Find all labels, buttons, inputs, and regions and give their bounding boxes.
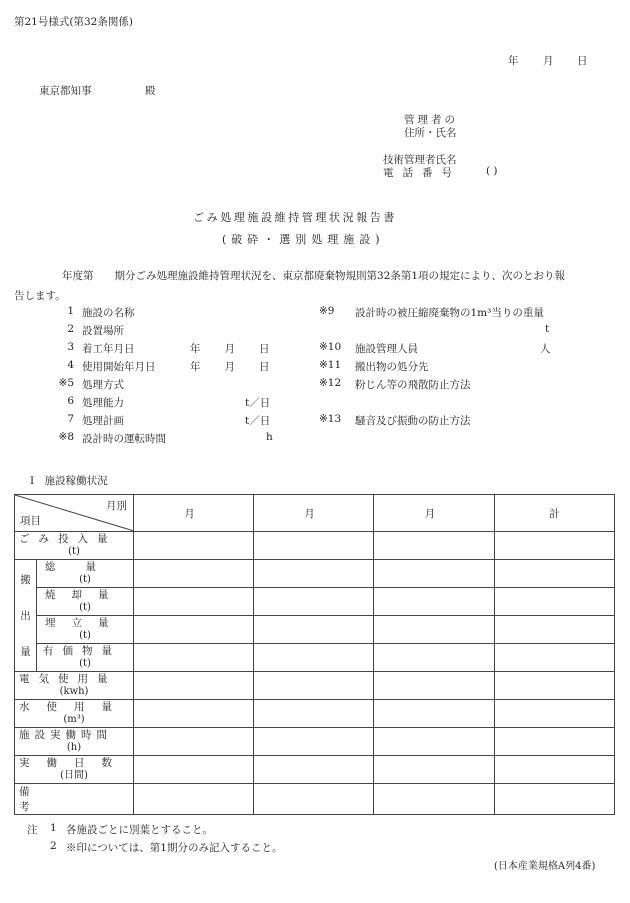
row-unit: (kwh) [59, 686, 89, 697]
data-cell[interactable] [134, 644, 254, 672]
note-text: 各施設ごとに別葉とすること。 [66, 824, 213, 836]
data-cell[interactable] [254, 672, 374, 700]
row-denki-label [15, 672, 134, 700]
data-cell[interactable] [374, 616, 495, 644]
intro-line2: 告します。 [14, 290, 66, 302]
row-unit: (t) [79, 574, 91, 585]
data-cell[interactable] [495, 560, 615, 588]
data-cell[interactable] [495, 784, 615, 815]
data-cell[interactable] [374, 700, 495, 728]
left-item-unit: h [266, 431, 273, 443]
left-item-mark: 7 [67, 413, 74, 425]
right-item-mark: ※12 [319, 377, 342, 389]
date-day: 日 [577, 55, 588, 67]
intro-line1: 年度第 期分ごみ処理施設維持管理状況を、東京都廃棄物規則第32条第1項の規定により、次のとおり報 [62, 270, 566, 282]
data-cell[interactable] [134, 560, 254, 588]
note-num: 1 [50, 822, 57, 834]
month-col-header: 月 [374, 495, 495, 532]
phone-label: 電話番号 [383, 167, 461, 179]
right-item-mark: ※11 [319, 359, 342, 371]
data-cell[interactable] [374, 532, 495, 560]
right-item-label: 設計時の被圧縮廃棄物の1m³当りの重量 [355, 307, 544, 319]
addressee-honorific: 殿 [145, 85, 156, 97]
manager-line2: 住所・氏名 [404, 127, 457, 139]
operation-status-table [14, 494, 615, 815]
data-cell[interactable] [495, 672, 615, 700]
data-cell[interactable] [134, 672, 254, 700]
data-cell[interactable] [254, 728, 374, 756]
total-col-header: 計 [495, 495, 615, 532]
footer-standard: (日本産業規格A列4番) [494, 861, 596, 872]
data-cell[interactable] [254, 616, 374, 644]
row-shoukyaku-label [37, 588, 134, 616]
left-item-mark: 3 [67, 341, 74, 353]
corner-bottom-label: 項目 [20, 515, 41, 527]
left-item-mark: ※5 [58, 377, 74, 389]
corner-cell [15, 495, 134, 532]
row-unit: (t) [68, 546, 80, 557]
data-cell[interactable] [374, 756, 495, 784]
row-unit: (t) [79, 630, 91, 641]
left-item-label: 処理方式 [82, 379, 124, 391]
row-unit: (t) [79, 602, 91, 613]
left-item-mark: 6 [67, 395, 74, 407]
hanshutsu-group-label: 搬 出 量 [15, 560, 37, 672]
row-unit: (日間) [60, 770, 88, 781]
row-label: 総量 [45, 561, 126, 573]
left-item-label: 処理計画 [82, 415, 124, 427]
note-num: 2 [50, 840, 57, 852]
left-item-mark: 2 [67, 323, 74, 335]
corner-top-label: 月別 [106, 500, 127, 512]
right-item-label: 粉じん等の飛散防止方法 [355, 379, 471, 391]
data-cell[interactable] [254, 756, 374, 784]
left-item-label: 処理能力 [82, 397, 124, 409]
data-cell[interactable] [254, 784, 374, 815]
data-cell[interactable] [134, 784, 254, 815]
data-cell[interactable] [495, 728, 615, 756]
data-cell[interactable] [374, 784, 495, 815]
month-col-header: 月 [254, 495, 374, 532]
data-cell[interactable] [134, 588, 254, 616]
data-cell[interactable] [495, 756, 615, 784]
row-unit: (m³) [63, 714, 85, 725]
right-item-label: 搬出物の処分先 [355, 361, 429, 373]
right-item-label: 施設管理人員 [355, 343, 418, 355]
data-cell[interactable] [134, 756, 254, 784]
data-cell[interactable] [374, 644, 495, 672]
row-label: 有価物量 [43, 645, 121, 657]
data-cell[interactable] [254, 644, 374, 672]
right-item-mark: ※10 [319, 341, 342, 353]
data-cell[interactable] [495, 588, 615, 616]
section-title: I 施設稼働状況 [30, 475, 108, 487]
data-cell[interactable] [374, 728, 495, 756]
left-item-mark: ※8 [58, 431, 74, 443]
left-item-label: 設置場所 [82, 325, 124, 337]
data-cell[interactable] [495, 644, 615, 672]
note-text: ※印については、第1期分のみ記入すること。 [66, 842, 283, 854]
tech-manager-label: 技術管理者氏名 [383, 154, 457, 166]
data-cell[interactable] [254, 700, 374, 728]
row-gomi-label [15, 532, 134, 560]
date-month: 月 [543, 55, 554, 67]
row-umetate-label [37, 616, 134, 644]
data-cell[interactable] [134, 728, 254, 756]
row-label: 備考 [19, 786, 100, 813]
left-item-label: 設計時の運転時間 [82, 433, 166, 445]
row-label: 水使用量 [19, 701, 129, 713]
left-item-mark: 4 [67, 359, 74, 371]
left-item-mark: 1 [67, 305, 74, 317]
row-label: ごみ投入量 [19, 533, 117, 545]
data-cell[interactable] [495, 532, 615, 560]
right-item-mark: ※9 [319, 305, 335, 317]
data-cell[interactable] [254, 532, 374, 560]
right-item-unit: t [545, 323, 550, 335]
date-year: 年 [508, 55, 519, 67]
row-label: 焼却量 [45, 589, 125, 601]
row-label: 施設実働時間 [19, 729, 112, 741]
row-bikou-label [15, 784, 134, 815]
left-item-label: 施設の名称 [82, 307, 135, 319]
data-cell[interactable] [374, 588, 495, 616]
manager-line1: 管理者の [404, 114, 458, 126]
addressee-name: 東京都知事 [39, 85, 92, 97]
left-item-unit: t／日 [245, 397, 271, 409]
left-item-unit: t／日 [245, 415, 271, 427]
data-cell[interactable] [134, 700, 254, 728]
notes-head: 注 [27, 824, 38, 836]
row-unit: (t) [79, 658, 91, 669]
row-yuuka-label [37, 644, 134, 672]
data-cell[interactable] [134, 616, 254, 644]
data-cell[interactable] [254, 588, 374, 616]
right-item-label: 騒音及び振動の防止方法 [355, 415, 471, 427]
data-cell[interactable] [495, 700, 615, 728]
month-col-header: 月 [134, 495, 254, 532]
row-sou-label [37, 560, 134, 588]
row-jikan-label [15, 728, 134, 756]
right-item-mark: ※13 [319, 413, 342, 425]
data-cell[interactable] [495, 616, 615, 644]
report-title: ごみ処理施設維持管理状況報告書 [193, 211, 397, 224]
left-item-date: 年 月 日 [190, 361, 271, 373]
data-cell[interactable] [254, 560, 374, 588]
row-nissuu-label [15, 756, 134, 784]
data-cell[interactable] [374, 672, 495, 700]
left-item-label: 使用開始年月日 [82, 361, 156, 373]
report-subtitle: (破砕・選別処理施設) [222, 233, 385, 246]
row-label: 電気使用量 [19, 673, 117, 685]
left-item-date: 年 月 日 [190, 343, 271, 355]
row-label: 埋立量 [45, 617, 125, 629]
data-cell[interactable] [134, 532, 254, 560]
phone-paren: ( ) [486, 165, 498, 177]
left-item-label: 着工年月日 [82, 343, 135, 355]
row-mizu-label [15, 700, 134, 728]
row-unit: (h) [66, 742, 82, 753]
right-item-unit: 人 [540, 343, 551, 355]
row-label: 実働日数 [19, 757, 129, 769]
data-cell[interactable] [374, 560, 495, 588]
form-number: 第21号様式(第32条関係) [14, 16, 133, 28]
